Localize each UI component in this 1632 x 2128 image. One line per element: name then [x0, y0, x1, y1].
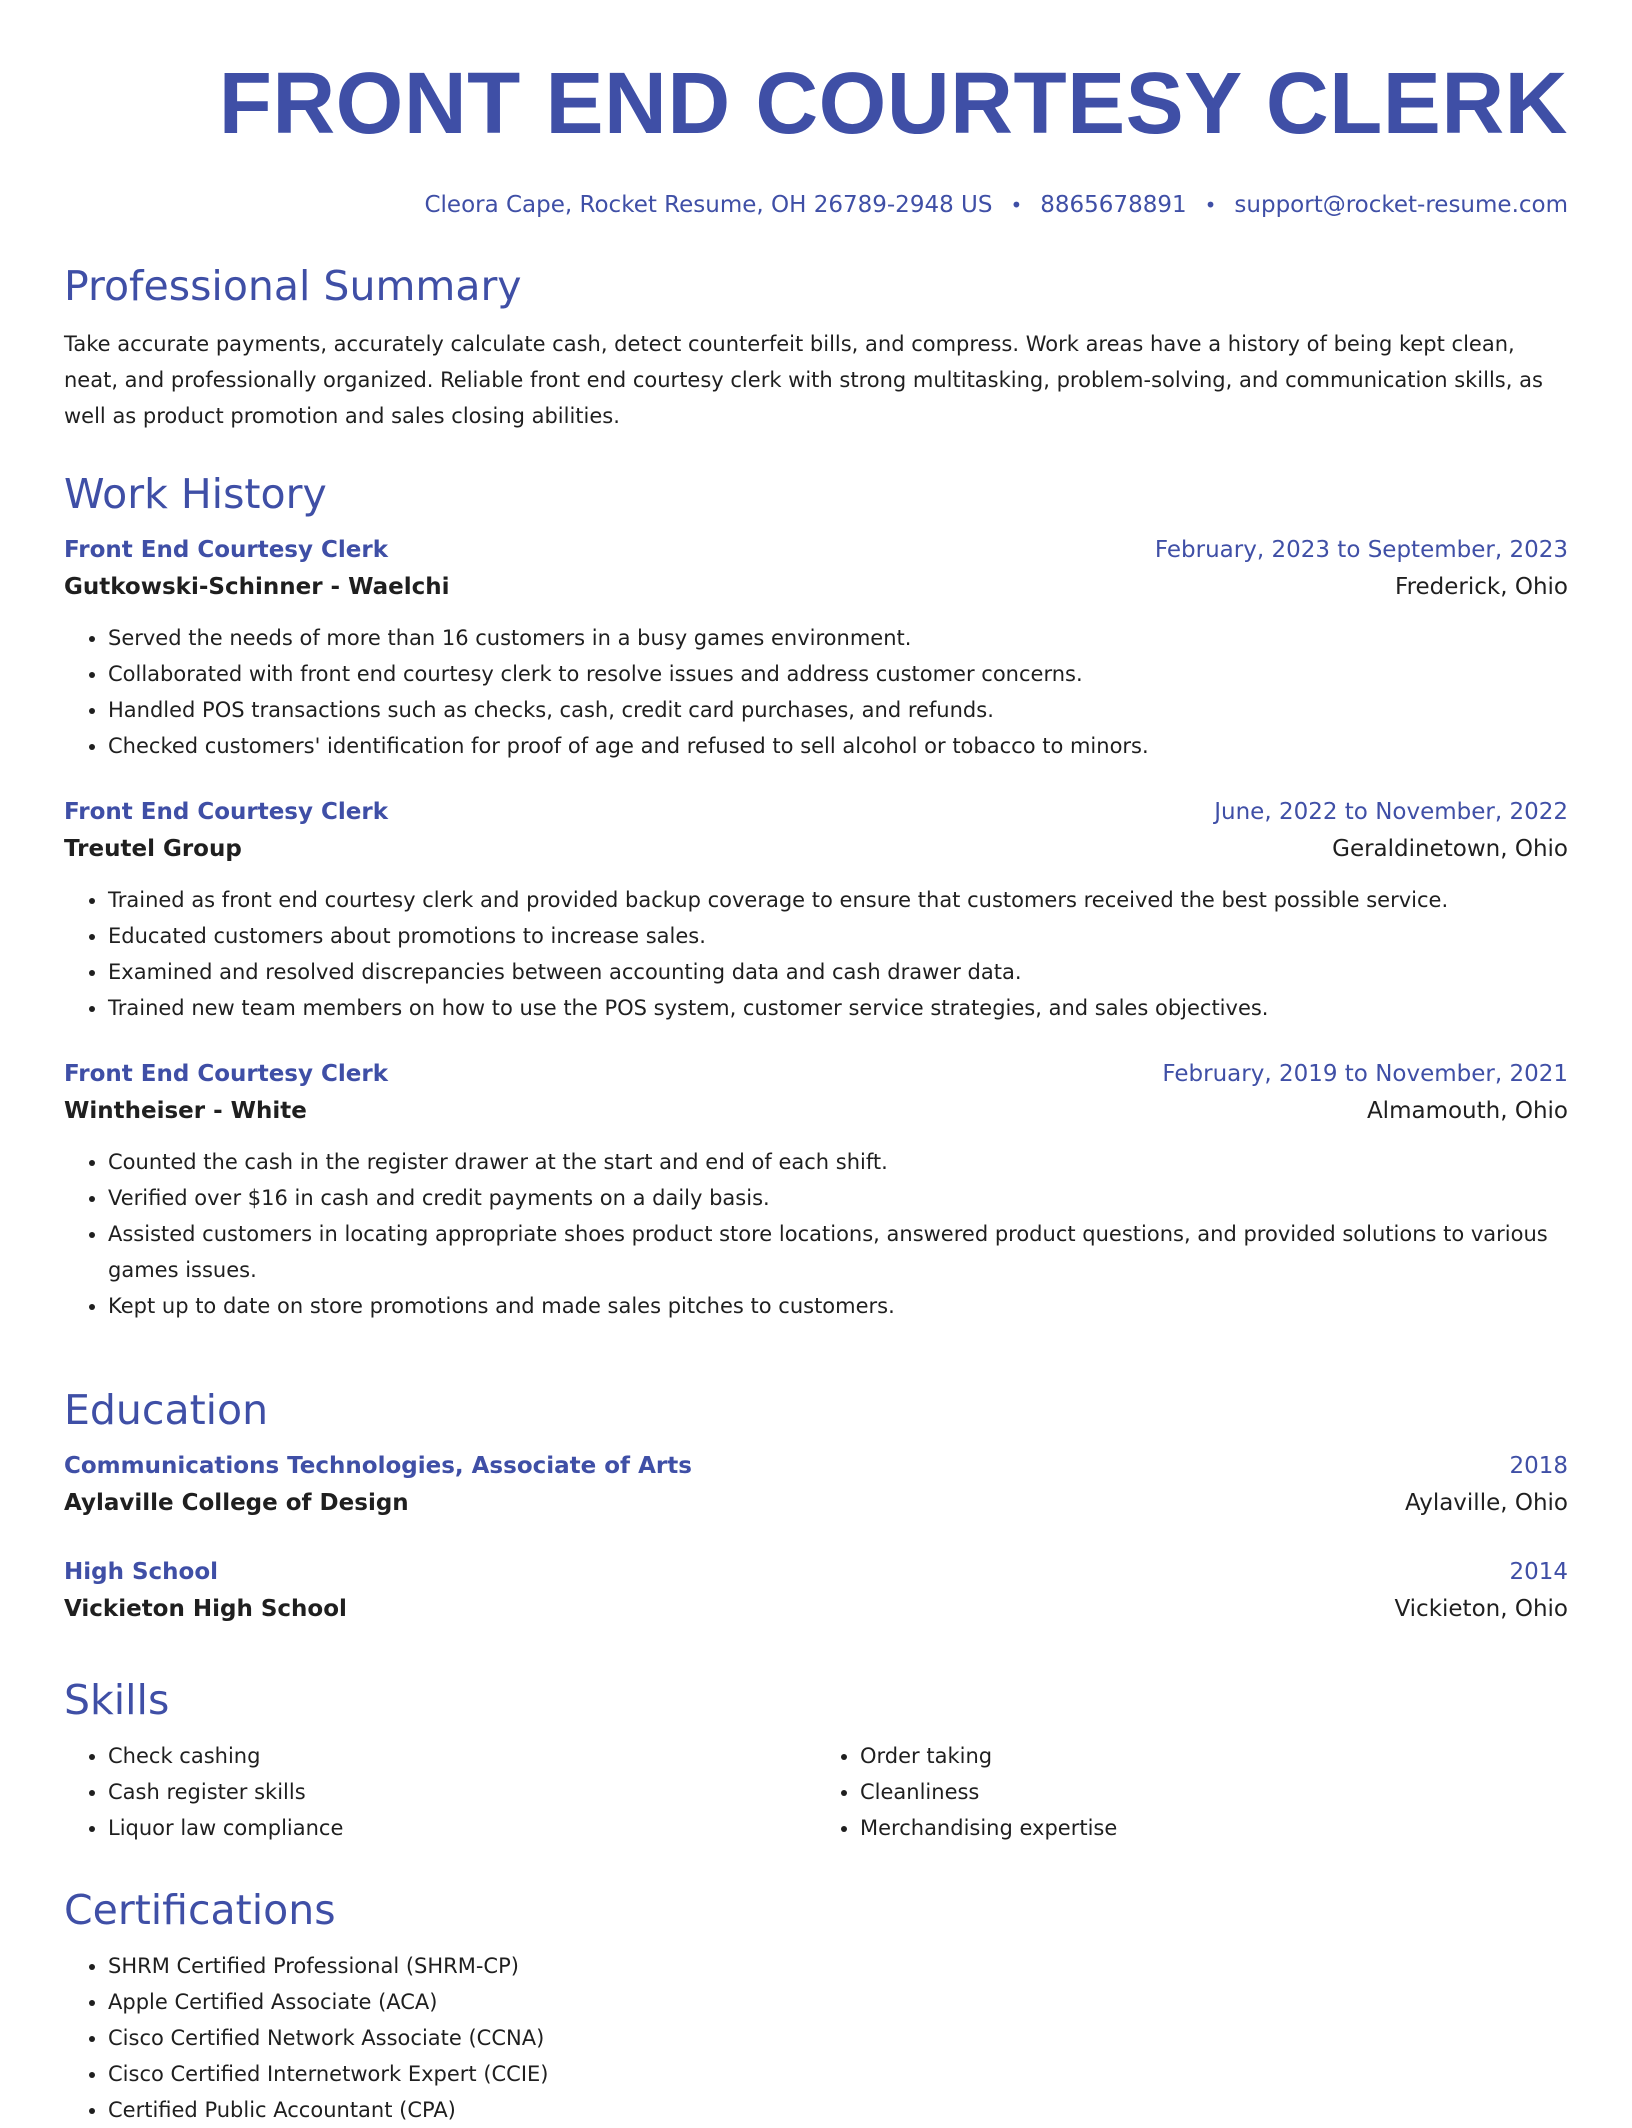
education-entry: [64, 1448, 1568, 1522]
certification-item: • Apple Certified Associate (ACA): [108, 1984, 1568, 2020]
job-location: Geraldinetown, Ohio: [1332, 836, 1568, 862]
skill-item: • Liquor law compliance: [108, 1810, 816, 1846]
education-year: 2018: [1509, 1453, 1568, 1479]
job-bullet: • Served the needs of more than 16 customers in a busy games environment.: [108, 620, 1568, 656]
job-location: Frederick, Ohio: [1395, 574, 1568, 600]
skill-item: • Cleanliness: [860, 1774, 1568, 1810]
job-location: Almamouth, Ohio: [1366, 1098, 1568, 1124]
job-bullet: • Checked customers' identification for proof of age and refused to sell alcohol or tobacco to minors.: [108, 728, 1568, 764]
job-bullet: • Collaborated with front end courtesy clerk to resolve issues and address customer concerns.: [108, 656, 1568, 692]
job-bullet: • Kept up to date on store promotions and made sales pitches to customers.: [108, 1288, 1568, 1324]
certifications-list: [64, 1948, 1568, 2128]
education-degree: High School: [64, 1559, 219, 1585]
summary-text: Take accurate payments, accurately calculate cash, detect counterfeit bills, and compress. Work areas have a history of being kept clean, neat, and professionally organized. Reliable front end courtesy clerk with strong multitasking, problem-solving, and communication skills, as well as product promotion and sales closing abilities.: [64, 332, 1543, 428]
education-degree: Communications Technologies, Associate of Arts: [64, 1453, 692, 1479]
job-role: Front End Courtesy Clerk: [64, 799, 388, 825]
job-bullets: [64, 882, 1568, 1026]
skills-columns: [64, 1734, 1568, 1846]
job-dates: February, 2019 to November, 2021: [1162, 1061, 1568, 1087]
contact-email[interactable]: support@rocket-resume.com: [1234, 192, 1568, 218]
work-history-section: [64, 470, 1568, 1324]
job-entry: [64, 794, 1568, 1026]
skill-item: • Cash register skills: [108, 1774, 816, 1810]
job-bullets: [64, 1144, 1568, 1324]
skills-list-left: [64, 1738, 816, 1846]
contact-line: [64, 190, 1568, 220]
skill-item: • Merchandising expertise: [860, 1810, 1568, 1846]
job-entry: [64, 1056, 1568, 1324]
certification-item: • Cisco Certified Network Associate (CCNA): [108, 2020, 1568, 2056]
job-bullet: • Counted the cash in the register drawer at the start and end of each shift.: [108, 1144, 1568, 1180]
skill-item: • Order taking: [860, 1738, 1568, 1774]
education-year: 2014: [1509, 1559, 1568, 1585]
skills-section: [64, 1676, 1568, 1846]
education-location: Vickieton, Ohio: [1394, 1596, 1568, 1622]
certification-item: • Certified Public Accountant (CPA): [108, 2092, 1568, 2128]
job-bullet: • Trained as front end courtesy clerk and provided backup coverage to ensure that customers received the best possible service.: [108, 882, 1568, 918]
job-company: Treutel Group: [64, 836, 242, 862]
work-history-title: Work History: [64, 470, 327, 518]
education-school: Vickieton High School: [64, 1596, 347, 1622]
summary-title: Professional Summary: [64, 262, 522, 310]
certification-item: • SHRM Certified Professional (SHRM-CP): [108, 1948, 1568, 1984]
job-company: Gutkowski-Schinner - Waelchi: [64, 574, 450, 600]
job-dates: June, 2022 to November, 2022: [1214, 799, 1568, 825]
job-role: Front End Courtesy Clerk: [64, 1061, 388, 1087]
contact-separator: •: [1204, 193, 1217, 217]
contact-address: Cleora Cape, Rocket Resume, OH 26789-2948 US: [424, 192, 993, 218]
job-bullet: • Handled POS transactions such as checks, cash, credit card purchases, and refunds.: [108, 692, 1568, 728]
certifications-section: [64, 1886, 1568, 2128]
job-bullet: • Educated customers about promotions to increase sales.: [108, 918, 1568, 954]
job-bullet: • Verified over $16 in cash and credit payments on a daily basis.: [108, 1180, 1568, 1216]
education-school: Aylaville College of Design: [64, 1490, 409, 1516]
resume-header: [64, 0, 1568, 220]
education-entry: [64, 1554, 1568, 1628]
job-role: Front End Courtesy Clerk: [64, 537, 388, 563]
job-dates: February, 2023 to September, 2023: [1154, 537, 1568, 563]
education-section: [64, 1386, 1568, 1628]
skills-title: Skills: [64, 1676, 170, 1724]
certifications-title: Certifications: [64, 1886, 336, 1934]
job-entry: [64, 532, 1568, 764]
job-bullet: • Examined and resolved discrepancies between accounting data and cash drawer data.: [108, 954, 1568, 990]
skills-list-right: [816, 1738, 1568, 1846]
contact-separator: •: [1010, 193, 1023, 217]
certification-item: • Cisco Certified Internetwork Expert (CCIE): [108, 2056, 1568, 2092]
contact-phone: 8865678891: [1040, 192, 1187, 218]
job-bullets: [64, 620, 1568, 764]
summary-section: [64, 262, 1568, 434]
education-location: Aylaville, Ohio: [1405, 1490, 1568, 1516]
skill-item: • Check cashing: [108, 1738, 816, 1774]
education-title: Education: [64, 1386, 269, 1434]
job-bullet: • Assisted customers in locating appropriate shoes product store locations, answered product questions, and provided solutions to various games issues.: [108, 1216, 1568, 1288]
job-company: Wintheiser - White: [64, 1098, 307, 1124]
job-bullet: • Trained new team members on how to use the POS system, customer service strategies, and sales objectives.: [108, 990, 1568, 1026]
resume-name: FRONT END COURTESY CLERK: [218, 55, 1568, 152]
